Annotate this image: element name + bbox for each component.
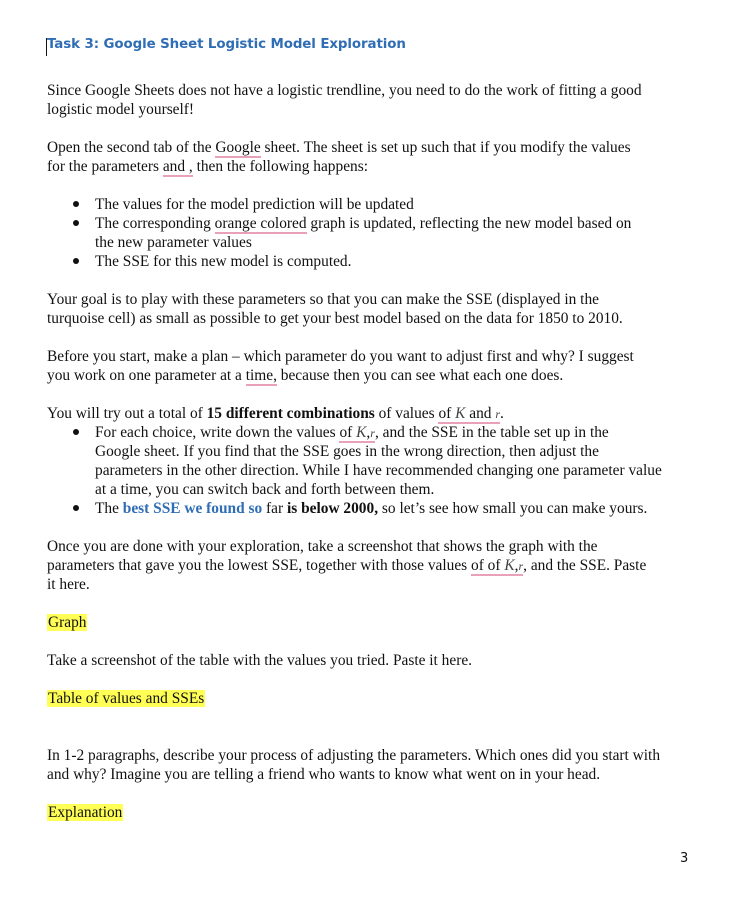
table-highlight: Table of values and SSEs — [48, 690, 205, 707]
before-line-2: you work on one parameter at a time, because then you can see what each one does. — [47, 367, 564, 384]
intro-line-2: logistic model yourself! — [47, 101, 195, 118]
goal-line-2: turquoise cell) as small as possible to get your best model based on the data for 1850 to 2010. — [47, 310, 623, 327]
once-line-2: parameters that gave you the lowest SSE, together with those values of of K,r, and the SSE. Paste — [47, 557, 647, 574]
table-label — [47, 689, 205, 708]
bullet-item: The best SSE we found so far is below 2000, so let’s see how small you can make yours. — [95, 500, 648, 517]
graph-label — [47, 613, 87, 632]
describe-line-2: and why? Imagine you are telling a friend who wants to know what went on in your head. — [47, 766, 601, 783]
bullet-dot — [73, 258, 79, 264]
goal-line-1: Your goal is to play with these parameters so that you can make the SSE (displayed in the — [47, 291, 599, 308]
bullet-item-continuation: at a time, you can switch back and forth between them. — [95, 481, 435, 498]
table-instruction: Take a screenshot of the table with the values you tried. Paste it here. — [47, 652, 473, 669]
bullet-item: For each choice, write down the values of K,r, and the SSE in the table set up in the — [95, 424, 609, 441]
bullet-dot — [73, 220, 79, 226]
bullet-item: The values for the model prediction will be updated — [95, 196, 414, 213]
spellcheck-of-K-r: of K,r — [339, 424, 375, 441]
describe-line-1: In 1-2 paragraphs, describe your process of adjusting the parameters. Which ones did you start with — [47, 747, 661, 764]
best-sse-text: best SSE we found so — [122, 500, 263, 517]
spellcheck-of-K-and-r: of K and r — [438, 405, 501, 422]
spellcheck-of-of-K-r: of of K,r — [471, 557, 524, 574]
bullet-dot — [73, 429, 79, 435]
graph-highlight: Graph — [48, 614, 87, 631]
once-line-1: Once you are done with your exploration, take a screenshot that shows the graph with the — [47, 538, 598, 555]
bullet-item-continuation: the new parameter values — [95, 234, 252, 251]
intro-line-1: Since Google Sheets does not have a logistic trendline, you need to do the work of fitting a good — [47, 82, 642, 99]
explanation-highlight: Explanation — [48, 804, 123, 821]
open-para-line-1: Open the second tab of the Google sheet. The sheet is set up such that if you modify the values — [47, 139, 631, 156]
spellcheck-google: Google — [215, 139, 261, 156]
spellcheck-and: and , — [162, 158, 193, 175]
once-line-3: it here. — [47, 576, 90, 593]
bullet-item: The SSE for this new model is computed. — [95, 253, 352, 270]
section-heading: Task 3: Google Sheet Logistic Model Exploration — [47, 37, 406, 52]
open-para-line-2: for the parameters and , then the following happens: — [47, 158, 368, 175]
bullet-item: The corresponding orange colored graph is updated, reflecting the new model based on — [95, 215, 632, 232]
spellcheck-orange-colored: orange colored — [214, 215, 307, 232]
try-line: You will try out a total of 15 different combinations of values of K and r. — [47, 405, 504, 422]
bullet-dot — [73, 201, 79, 207]
bullet-dot — [73, 505, 79, 511]
before-line-1: Before you start, make a plan – which parameter do you want to adjust first and why? I suggest — [47, 348, 634, 365]
explanation-label — [47, 803, 123, 822]
spellcheck-time: time, — [245, 367, 277, 384]
page-number: 3 — [680, 851, 689, 866]
bullet-item-continuation: parameters in the other direction. While I have recommended changing one parameter value — [95, 462, 662, 479]
bullet-item-continuation: Google sheet. If you find that the SSE goes in the wrong direction, then adjust the — [95, 443, 599, 460]
